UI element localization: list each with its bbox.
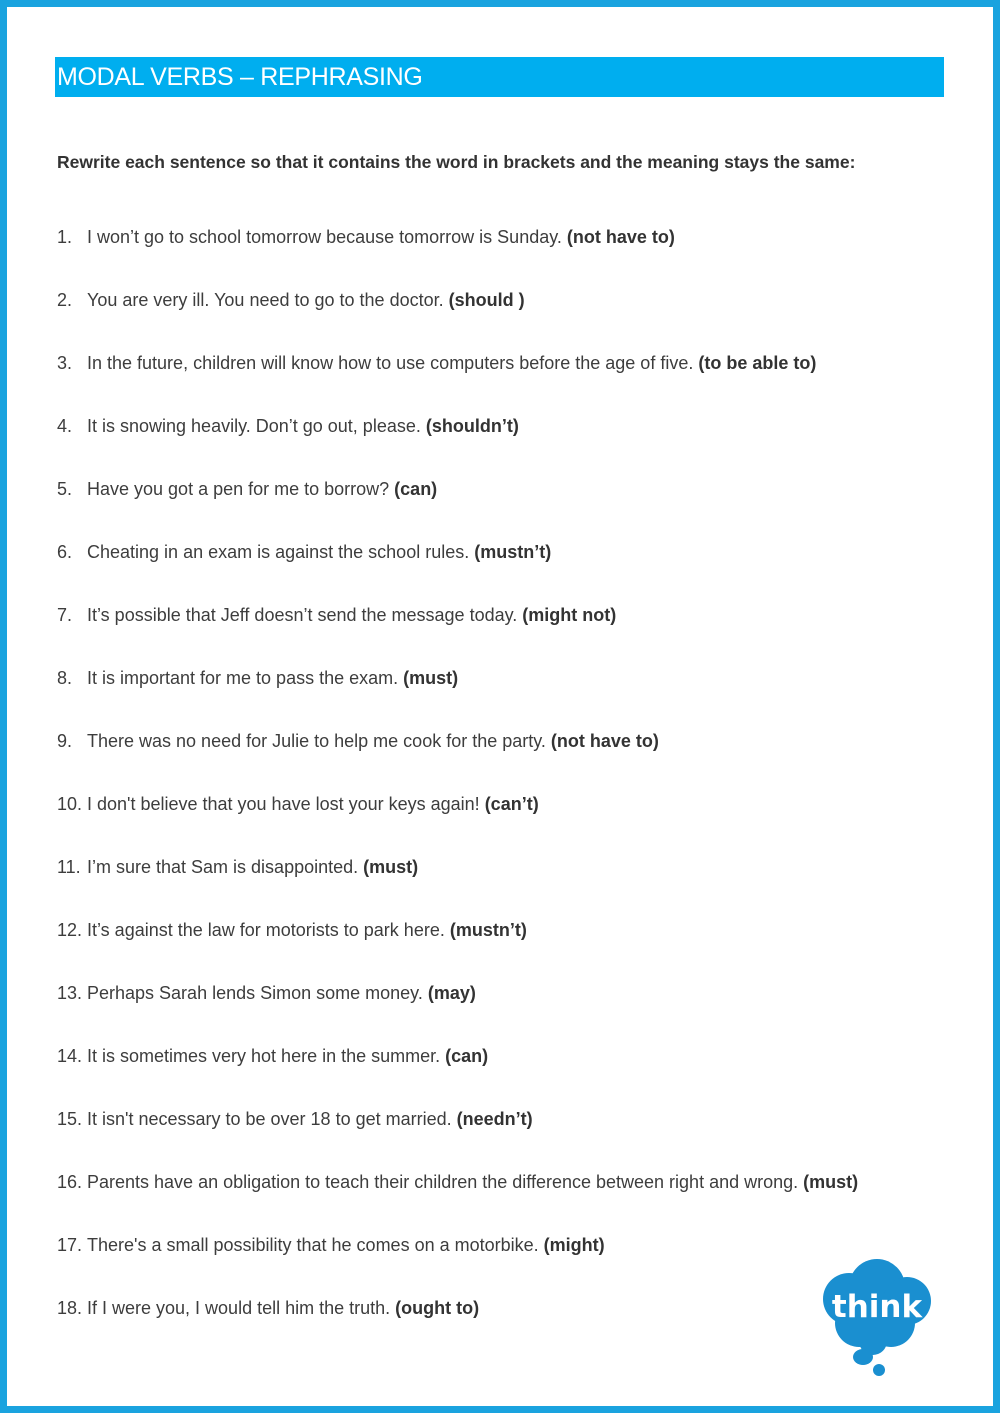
think-logo-icon [819, 1257, 934, 1382]
question-item [57, 605, 858, 668]
question-text: It isn't necessary to be over 18 to get married. [87, 1109, 452, 1129]
question-item [57, 1172, 858, 1235]
question-keyword: (should ) [448, 290, 525, 310]
question-item [57, 794, 858, 857]
question-text: It is important for me to pass the exam. [87, 668, 399, 688]
question-text: I don't believe that you have lost your keys again! [87, 794, 480, 814]
question-number: 5. [57, 479, 73, 499]
question-keyword: (not have to) [566, 227, 675, 247]
question-number: 10. [57, 794, 83, 814]
question-keyword: (needn’t) [456, 1109, 533, 1129]
question-keyword: (can) [394, 479, 438, 499]
question-item [57, 1298, 858, 1361]
question-number: 9. [57, 731, 73, 751]
question-number: 14. [57, 1046, 83, 1066]
logo-text: think [831, 1289, 923, 1325]
question-number: 6. [57, 542, 73, 562]
question-text: If I were you, I would tell him the truth. [87, 1298, 391, 1318]
question-number: 12. [57, 920, 83, 940]
question-keyword: (must) [803, 1172, 859, 1192]
question-text: It’s possible that Jeff doesn’t send the message today. [87, 605, 518, 625]
question-keyword: (might) [543, 1235, 605, 1255]
question-number: 13. [57, 983, 83, 1003]
title-bar [55, 57, 944, 97]
question-item [57, 731, 858, 794]
question-number: 2. [57, 290, 73, 310]
question-text: It’s against the law for motorists to park here. [87, 920, 445, 940]
question-text: I won’t go to school tomorrow because tomorrow is Sunday. [87, 227, 562, 247]
question-item [57, 857, 858, 920]
question-keyword: (must) [403, 668, 459, 688]
question-keyword: (not have to) [550, 731, 659, 751]
question-text: I’m sure that Sam is disappointed. [87, 857, 359, 877]
question-list [57, 227, 858, 1361]
question-text: Parents have an obligation to teach their children the difference between right and wrong. [87, 1172, 799, 1192]
question-keyword: (can’t) [484, 794, 539, 814]
question-text: It is snowing heavily. Don’t go out, please. [87, 416, 421, 436]
question-item [57, 416, 858, 479]
question-number: 11. [57, 857, 81, 877]
question-number: 4. [57, 416, 73, 436]
question-number: 1. [57, 227, 73, 247]
question-number: 17. [57, 1235, 83, 1255]
question-text: Cheating in an exam is against the school rules. [87, 542, 470, 562]
question-item [57, 983, 858, 1046]
question-text: In the future, children will know how to use computers before the age of five. [87, 353, 694, 373]
question-number: 3. [57, 353, 73, 373]
question-number: 18. [57, 1298, 83, 1318]
question-text: Have you got a pen for me to borrow? [87, 479, 390, 499]
question-keyword: (to be able to) [698, 353, 817, 373]
question-item [57, 542, 858, 605]
question-keyword: (must) [363, 857, 419, 877]
question-keyword: (shouldn’t) [425, 416, 519, 436]
question-keyword: (might not) [522, 605, 617, 625]
instructions: Rewrite each sentence so that it contains the word in brackets and the meaning stays the same: [57, 152, 856, 172]
question-text: There was no need for Julie to help me cook for the party. [87, 731, 546, 751]
question-item [57, 1235, 858, 1298]
question-number: 16. [57, 1172, 83, 1192]
question-item [57, 668, 858, 731]
question-keyword: (ought to) [395, 1298, 480, 1318]
question-item [57, 227, 858, 290]
question-item [57, 920, 858, 983]
question-keyword: (mustn’t) [474, 542, 552, 562]
question-keyword: (can) [445, 1046, 489, 1066]
question-item [57, 1109, 858, 1172]
question-number: 15. [57, 1109, 83, 1129]
question-item [57, 479, 858, 542]
question-item [57, 1046, 858, 1109]
question-item [57, 353, 858, 416]
question-number: 7. [57, 605, 73, 625]
page-title: MODAL VERBS – REPHRASING [57, 62, 423, 91]
question-text: There's a small possibility that he comes on a motorbike. [87, 1235, 539, 1255]
question-text: It is sometimes very hot here in the summer. [87, 1046, 441, 1066]
question-text: Perhaps Sarah lends Simon some money. [87, 983, 423, 1003]
question-item [57, 290, 858, 353]
question-keyword: (may) [427, 983, 476, 1003]
question-number: 8. [57, 668, 73, 688]
question-text: You are very ill. You need to go to the doctor. [87, 290, 444, 310]
question-keyword: (mustn’t) [449, 920, 527, 940]
